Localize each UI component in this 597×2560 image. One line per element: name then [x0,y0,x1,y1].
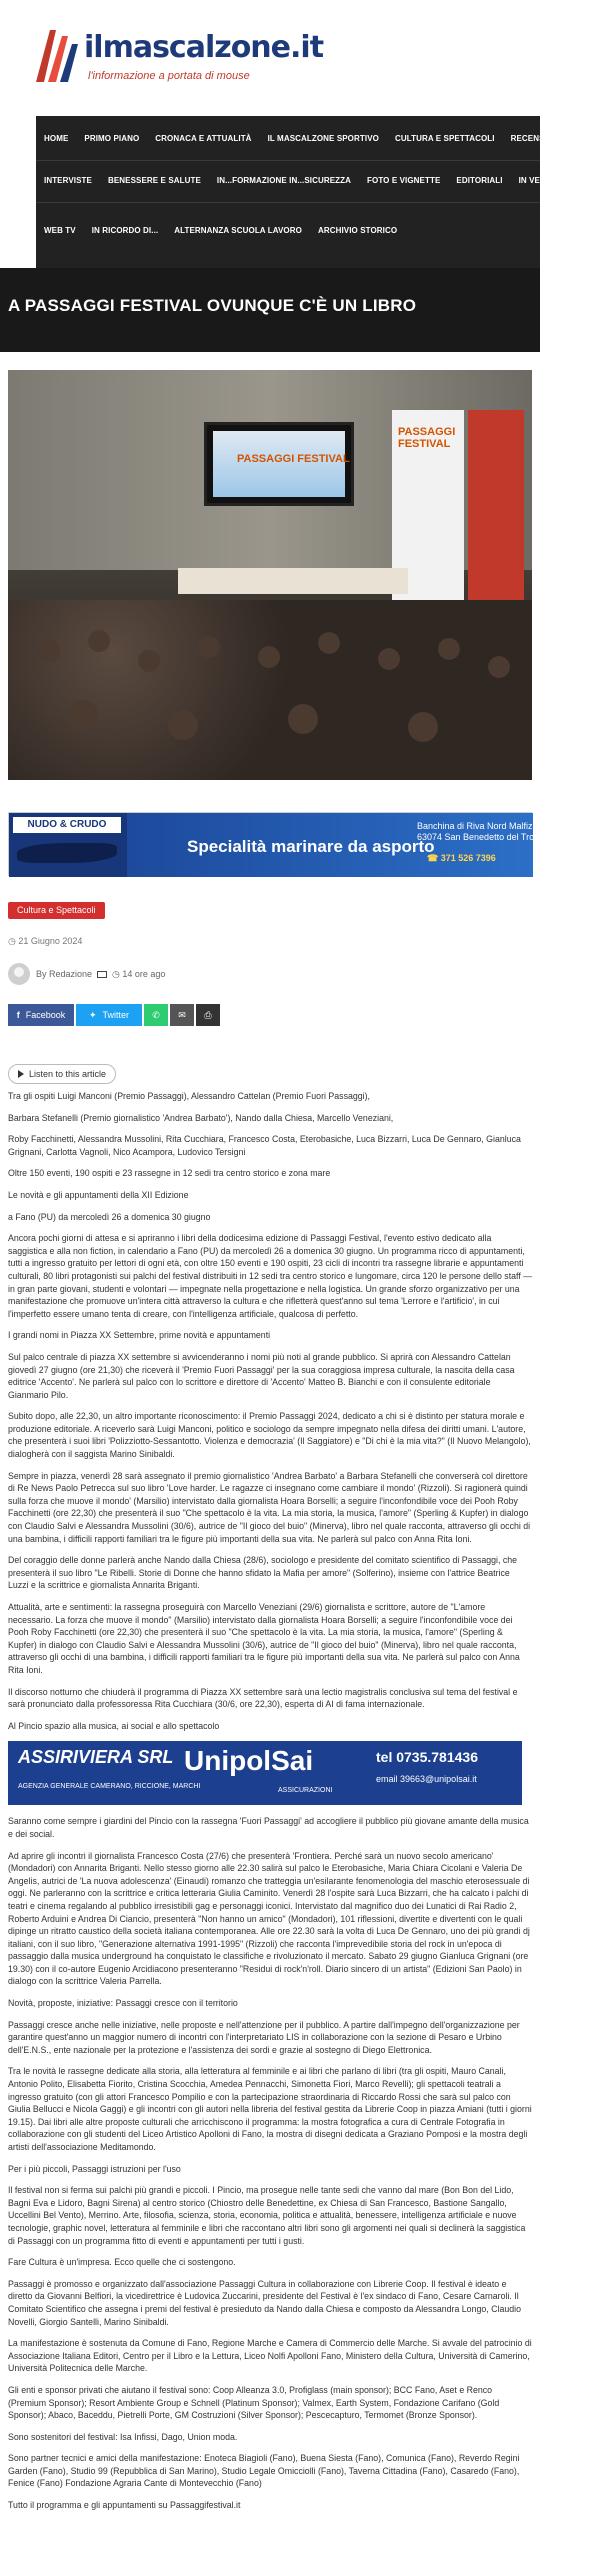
photo-screen [204,422,354,506]
article-subheading: Per i più piccoli, Passaggi istruzioni per l'uso [8,2163,181,2174]
article-title: A PASSAGGI FESTIVAL OVUNQUE C'È UN LIBRO [8,296,417,315]
clock-icon: ◷ [112,968,123,979]
article-title-band [0,268,540,352]
audience-head [88,630,110,652]
article-paragraph: Del coraggio delle donne parlerà anche Nando dalla Chiesa (28/6), sociologo e presidente del comitato scientifico di Passaggi, che presenterà il suo libro "Le Ribelli. Storie di Donne che hanno sfidato la Mafia per amore" (Solferino), insieme con l'attrice Beatrice Luzzi e la scrittrice e giornalista Annarita Briganti. [8,1555,518,1591]
audience-head [38,640,60,662]
audience-head [68,700,98,730]
ad-title: Specialità marinare da asporto [187,837,435,856]
audience-head [288,704,318,734]
ad-insurer-name: UnipolSai [184,1745,314,1777]
article-paragraph: Passaggi cresce anche nelle iniziative, nelle proposte e nell'attenzione per il pubblico. A partire dall'impegno dell'organizzazione per garantire quest'anno un maggior numero di incontri con l'interpretariato LIS in collaborazione con la sezione di Pesaro e Urbino dell'E.N.S., ente nazionale per la protezione e l'assistenza dei sordi e grazie al sostegno di Diego Elettronica. [8,2019,520,2055]
article-paragraph: La manifestazione è sostenuta da Comune di Fano, Regione Marche e Camera di Commercio delle Marche. Si avvale del patrocinio di Associazione Italiana Editori, Centro per il Libro e la Lettura, Liceo Nolfi Apolloni Fano, Ministero della Cultura, Università di Camerino, Università Politecnica delle Marche. [8,2338,532,2374]
site-name: ilmascalzone.it [84,30,324,65]
site-tagline: l'informazione a portata di mouse [88,70,250,82]
article-paragraph: Roby Facchinetti, Alessandra Mussolini, Rita Cucchiara, Francesco Costa, Eterobasiche, Luca Bizzarri, Luca De Gennaro, Gianluca Grignani, Carlotta Vagnoli, Nico Acampora, Ludovico Tersigni [8,1134,521,1157]
ad-agency-name: ASSIRIVIERA SRL [18,1747,174,1768]
nav-item-home[interactable]: HOME [44,133,69,143]
share-email-button[interactable] [170,1004,194,1026]
article-paragraph: Subito dopo, alle 22,30, un altro importante riconoscimento: il Premio Passaggi 2024, dedicato a chi si è distinto per statura morale e produzione editoriale. A riceverlo sarà Luigi Manconi, politico e sociologo da sempre impegnato nella difesa dei diritti umani. L'autore, che presenterà i suoi libri 'Polizziotto-Sessantotto. Violenza e democrazia' (Il Saggiatore) e "Di chi è la mia vita?" (Il Nuovo Melangolo), dialogherà con il saggista Marino Sinibaldi. [8,1411,531,1460]
nav-divider [36,160,540,161]
share-twitter-label: Twitter [102,1010,130,1020]
main-navigation [36,116,590,268]
ad-agency-sub: AGENZIA GENERALE CAMERANO, RICCIONE, MARCHI [18,1783,201,1791]
article-paragraph: Sempre in piazza, venerdì 28 sarà assegnato il premio giornalistico 'Andrea Barbato' a Barbara Stefanelli che converserà col direttore di Re News Paolo Petrecca sul suo libro 'Love harder. Le ragazze ci insegnano come cambiare il mondo' (Rizzoli). Si ragionerà quindi sulla forza che muove il mondo' (Marsilio) intervistato dalla giornalista Hoara Borselli; a seguire l'inconfondibile voce dei Pooh Roby Facchinetti (ore 22,30) che presenterà il suo "Che spettacolo è la vita. La mia storia, la musica, l'amore" (Sperling & Kupfer) in dialogo con Claudio Salvi e Alessandra Mussolini (30/6), autrice de "Il gioco del buio" (Minerva), libro nel quale racconta, attraverso gli occhi di una bambina, i difficili rapporti familiari tra le figure più importanti della sua vita. Ne parlerà sul palco con Anna Rita Ioni. [8,1470,531,1544]
nav-item-webtv[interactable]: WEB TV [44,225,76,235]
logo-mark-icon [32,22,80,84]
nav-row-2 [36,166,597,194]
article-subheading: Al Pincio spazio alla musica, ai social e allo spettacolo [8,1720,220,1731]
site-logo[interactable] [32,22,324,98]
audience-head [198,636,220,658]
nav-item-archivio[interactable]: ARCHIVIO STORICO [317,225,398,235]
publish-date [8,936,82,947]
article-subheading: I grandi nomi in Piazza XX Settembre, prime novità e appuntamenti [8,1330,271,1341]
category-badge[interactable]: Cultura e Spettacoli [8,902,105,919]
share-facebook-button[interactable] [8,1004,74,1026]
share-bar [8,1004,220,1026]
nav-item-vi[interactable]: VI [580,175,589,185]
article-subheading: Novità, proposte, iniziative: Passaggi cresce con il territorio [8,1998,238,2009]
play-icon [18,1070,24,1078]
audience-head [168,710,198,740]
facebook-icon: f [16,1010,20,1020]
ad-address-line-1: Banchina di Riva Nord Malfizia [417,821,540,831]
article-paragraph: Tra gli ospiti Luigi Manconi (Premio Passaggi), Alessandro Cattelan (Premio Fuori Passaggi), [8,1091,370,1101]
publish-date-text: 21 Giugno 2024 [18,936,83,946]
article-paragraph: Tutto il programma e gli appuntamenti su Passaggifestival.it [8,2500,241,2511]
ad-brand-panel [9,813,127,877]
photo-stage-table [178,568,408,594]
article-paragraph: Le novità e gli appuntamenti della XII Edizione [8,1189,189,1200]
article-paragraph: Ad aprire gli incontri il giornalista Francesco Costa (27/6) che presenterà 'Frontiera. Perché sarà un nuovo secolo americano' (Mondadori) con Annarita Briganti. Nello stesso giorno alle 22.30 salirà sul palco le Eterobasiche, Maria Chiara Cicolani e Valeria De Angelis, autrici de 'La nuova adolescenza' (Einaudi) romanzo che tratteggia un'esilarante fenomenologia del maschio eterosessuale di oggi. Ne parleranno con la scrittrice e critica letteraria Giulia Caminito. Venerdì 28 l'ospite sarà Luca Bizzarri, che ha calcato i palchi di teatri e cinema regalando al pubblico irresistibili gag e personaggi iconici. Intervistato dal magnifico duo dei Lunatici di Rai Radio 2, Roberto Arduini e Andrea Di Ciancio, presenterà "Non hanno un amico" (Mondadori), 101 riflessioni, divertite e divertenti con le quali dipinge un ritratto caustico della società italiana contemporanea. Alle ore 22.30 sarà la volta di Luca De Gennaro, uno dei più grandi dj italiani, con il suo libro, "Generazione alternativa 1991-1995" (Rizzoli) che racconta l'imprevedibile storia del rock in un'epoca di passaggio dalla musica underground ha conquistato le classifiche e rivoluzionato il mercato. Sabato 29 giugno Gianluca Grignani (ore 19.30) con il co-autore Eugenio Arcidiacono presenteranno "Residui di rock'n'roll. Diario sincero di un artista" (Edizioni San Paolo) in dialogo con la scrittrice Valeria Parrella. [8,1850,530,1987]
ad-banner-unipolsai[interactable] [8,1741,522,1805]
nav-item-sicurezza[interactable]: IN...FORMAZIONE IN...SICUREZZA [216,175,352,185]
photo-banner-text: PASSAGGI FESTIVAL [398,426,456,450]
print-icon: ⎙ [204,1009,212,1020]
photo-banner [392,410,464,630]
article-paragraph: a Fano (PU) da mercoledì 26 a domenica 30 giugno [8,1211,211,1222]
whatsapp-icon: ✆ [152,1009,160,1020]
audience-head [258,646,280,668]
article-paragraph: Saranno come sempre i giardini del Pincio con la rassegna 'Fuori Passaggi' ad accogliere il pubblico più giovane amante della musica e dei social. [8,1816,529,1839]
article-paragraph: Tra le novità le rassegne dedicate alla storia, alla letteratura al femminile e ai libri che parlano di libri (tra gli ospiti, Mauro Canali, Antonio Polito, Elisabetta Fiorito, Cristina Scocchia, Amedea Pennacchi, Simonetta Fiori, Marco Revelli); gli spettacoli teatrali a ingresso gratuito (con gli attori Francesco Pompilio e con la partecipazione straordinaria di Riccardo Rossi che sarà sul palco con Giulia Bellucci e Nicola Gaggi) e gli incontri con gli autori nella libreria del festival gestita da Librerie Coop in piazza Amiani (tutti i giorni 19.15). Dai libri alle altre proposte culturali che arricchiscono il programma: la mostra fotografica a cura di Centrale Fotografia in collaborazione con gli studenti del Liceo Artistico Apolloni di Fano, la mostra di disegni dedicata a Graziano Pomposi e la mostra degli artisti dell'associazione Meditamondo. [8,2066,532,2152]
nav-item-primo-piano[interactable]: PRIMO PIANO [84,133,140,143]
ad-brand-name: NUDO & CRUDO [13,817,121,833]
article-body [8,1090,532,2521]
nav-item-foto[interactable]: FOTO E VIGNETTE [367,175,441,185]
audience-head [438,638,460,660]
ad-insurer-sub: ASSICURAZIONI [278,1787,333,1795]
share-print-button[interactable] [196,1004,220,1026]
photo-screen-text: PASSAGGI FESTIVAL [237,453,350,465]
nav-item-cronaca[interactable]: CRONACA E ATTUALITÀ [155,133,252,143]
share-twitter-button[interactable] [76,1004,142,1026]
fish-icon [17,843,117,863]
article-subheading: Fare Cultura è un'impresa. Ecco quelle che ci sostengono. [8,2257,236,2268]
nav-item-so[interactable]: SO [577,133,590,143]
article-paragraph: Gli enti e sponsor privati che aiutano il festival sono: Coop Alleanza 3.0, Profiglass (main sponsor); BCC Fano, Aset e Renco (Premium Sponsor); Resort Ambiente Group e Schnell (Platinum Sponsor); Valmex, Earth System, Fondazione Carifano (Gold Sponsor); Abaco, Baceddu, Pietrelli Porte, GM Costruzioni (Silver Sponsor); Pescecapturo, Termomet (Bronze Sponsor). [8,2384,500,2421]
article-photo[interactable] [8,370,532,780]
article-paragraph: Il discorso notturno che chiuderà il programma di Piazza XX settembre sarà una lectio magistralis conclusiva sul tema del festival e sarà pronunciato dalla professoressa Rita Cucchiara (30/6, ore 22,30), esperta di AI di fama internazionale. [8,1686,518,1710]
article-paragraph: Sono sostenitori del festival: Isa Infissi, Dago, Union moda. [8,2431,238,2442]
nav-item-ricordo[interactable]: IN RICORDO DI... [91,225,159,235]
clock-icon: ◷ [8,936,19,946]
nav-item-sportivo[interactable]: IL MASCALZONE SPORTIVO [267,133,379,143]
photo-audience [8,600,532,780]
audience-head [318,632,340,654]
nav-item-interviste[interactable]: INTERVISTE [44,175,92,185]
article-paragraph: Attualità, arte e sentimenti: la rassegna proseguirà con Marcello Veneziani (29/6) giornalista e scrittore, autore de "L'amore necessario. La forza che muove il mondo" (Marsilio) intervistato dalla giornalista Hoara Borselli; a seguire l'inconfondibile voce dei Pooh Roby Facchinetti (ore 22,30) che presenterà il suo "Che spettacolo è la vita. La mia storia, la musica, l'amore" (Sperling & Kupfer) in dialogo con Claudio Salvi e Alessandra Mussolini (30/6), autrice de "Il gioco del buio" (Minerva), libro nel quale racconta, attraverso gli occhi di una bambina, i difficili rapporti familiari tra le figure più importanti della sua vita. Ne parlerà sul palco con Anna Rita Ioni. [8,1602,520,1675]
email-icon: ✉ [178,1009,186,1020]
audience-head [378,648,400,670]
audience-head [488,656,510,678]
audience-head [138,650,160,672]
share-whatsapp-button[interactable] [144,1004,168,1026]
nav-item-editoriali[interactable]: EDITORIALI [456,175,503,185]
ad-address-line-2: 63074 San Benedetto del Tronto [417,832,547,842]
listen-label: Listen to this article [29,1069,107,1079]
article-paragraph: Barbara Stefanelli (Premio giornalistico 'Andrea Barbato'), Nando dalla Chiesa, Marcello Veneziani, [8,1112,394,1123]
ad-phone: ☎ 371 526 7396 [427,853,496,863]
nav-row-1 [36,124,597,152]
nav-item-vetrina[interactable]: IN VETRINA [518,175,565,185]
article-paragraph: Sono partner tecnici e amici della manifestazione: Enoteca Biagioli (Fano), Buena Siesta (Fano), Comunica (Fano), Reverdo Regini Garden (Fano), Studio 99 (Repubblica di San Marino), Studio Legale Omicciolli (Fano), Taverna Cittadina (Fano), Casaredo (Fano), Fenice (Fano) Fondazione Agraria Cante di Montevecchio (Fano) [8,2453,520,2489]
photo-banner-red [468,410,524,630]
ad-content-panel [127,813,547,877]
ad-address [417,821,547,843]
author-avatar[interactable] [8,963,30,985]
author-name[interactable]: By Redazione [36,969,93,979]
author-meta [8,962,165,986]
ad-banner-nudo-crudo[interactable] [8,812,547,876]
nav-item-benessere[interactable]: BENESSERE E SALUTE [107,175,201,185]
nav-item-cultura[interactable]: CULTURA E SPETTACOLI [394,133,495,143]
ad-phone: tel 0735.781436 [376,1749,478,1766]
listen-article-button[interactable] [8,1064,116,1084]
article-paragraph: Oltre 150 eventi, 190 ospiti e 23 rassegne in 12 sedi tra centro storico e zona mare [8,1168,331,1179]
article-paragraph: Sul palco centrale di piazza XX settembre si avvicenderanno i nomi più noti al grande pubblico. Si aprirà con Alessandro Cattelan giovedì 27 giugno (ore 21,30) che riceverà il 'Premio Fuori Passaggi' per la sua coraggiosa impresa culturale, la nascita della casa editrice 'Accento'. Ne parlerà sul palco con lo scrittore e direttore di 'Accento' Matteo B. Bianchi e con il consulente editoriale Gianmario Pilo. [8,1351,515,1400]
share-facebook-label: Facebook [25,1010,66,1020]
mail-icon[interactable] [97,971,107,978]
audience-head [408,712,438,742]
article-paragraph: Il festival non si ferma sui palchi più grandi e piccoli. I Pincio, ma prosegue nelle tante sedi che vanno dal mare (Bon Bon del Lido, Bagni Eva e Lidoro, Bagni Sirena) al centro storico (Chiostro delle Benedettine, ex Chiesa di San Francesco, Bastione Sangallo, Uccellini Bel Vento), Merrino. Arte, filosofia, scienza, storia, economia, politica e attualità, benessere, intelligenza artificiale e nuove tecnologie, graphic novel, letteratura al femminile e libri che raccontano altri libri sono gli argomenti nei quali si declinerà la saggistica di Passaggi con un programma fitto di eventi e appuntamenti per tutti i gusti. [8,2185,526,2246]
article-paragraph: Ancora pochi giorni di attesa e si apriranno i libri della dodicesima edizione di Passaggi Festival, l'evento estivo dedicato alla saggistica e alla non fiction, in calendario a Fano (PU) da mercoledì 26 a domenica 30 giugno. Un programma ricco di appuntamenti, tutti a ingresso gratuito per lettori di ogni età, con oltre 150 eventi e 190 ospiti, 23 cicli di incontri tra rassegne librarie e appuntamenti culturali, 80 libri protagonisti sui palchi del festival distribuiti in 12 sedi tra centro storico e lungomare, circa 120 le persone dello staff — in gran parte giovani, studenti e volontari — impegnate nella progettazione e nella logistica. Un grande sforzo organizzativo per una manifestazione che promuove un'intera città attraverso la cultura e che rifletterà quest'anno sul tema 'Lerrore e l'artificio', in cui l'imperfetto essere umano tenta di creare, con l'intelligenza artificiale, qualcosa di perfetto. [8,1233,533,1319]
photo-screen-display [213,431,350,497]
article-paragraph: Passaggi è promosso e organizzato dall'associazione Passaggi Cultura in collaborazione con Librerie Coop. Il festival è ideato e diretto da Giovanni Belfiori, la vicedirettrice è Ludovica Zuccarini, presidente del Festival è l'ex sindaco di Fano, Cesare Carnaroli. Il Comitato Scientifico che assegna i premi del festival è presieduto da Nando dalla Chiesa e composto da Alessandra Longo, Claudio Novelli, Giorgio Santelli, Marino Sinibaldi. [8,2278,521,2327]
site-header [0,0,540,116]
ad-email: email 39663@unipolsai.it [376,1774,477,1785]
nav-item-recensioni[interactable]: RECENSIONI [510,133,562,143]
time-ago: 14 ore ago [122,969,166,979]
nav-row-3 [36,216,405,244]
nav-divider [36,202,540,203]
twitter-icon: ✦ [88,1009,97,1020]
nav-item-alternanza[interactable]: ALTERNANZA SCUOLA LAVORO [174,225,302,235]
